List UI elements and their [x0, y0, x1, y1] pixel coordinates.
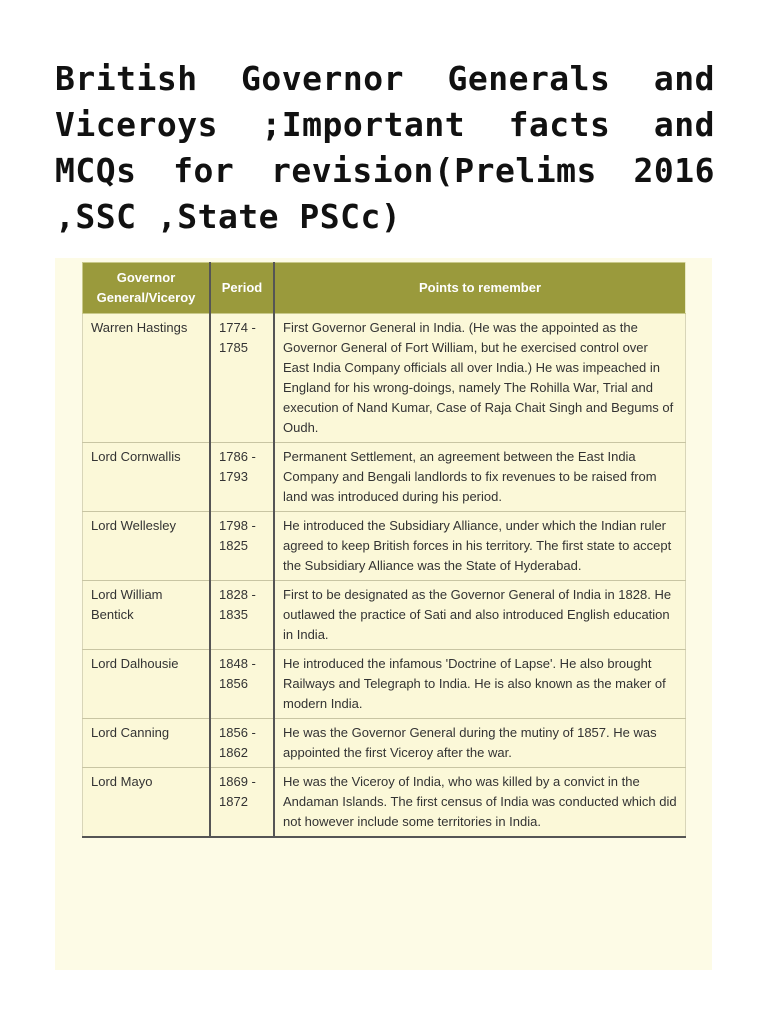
row-period: 1828 - 1835	[210, 581, 274, 650]
header-points: Points to remember	[274, 263, 686, 314]
row-points: He introduced the infamous 'Doctrine of Lapse'. He also brought Railways and Telegraph to India. He is also known as the maker of modern India.	[274, 650, 686, 719]
row-period: 1798 - 1825	[210, 512, 274, 581]
row-name: Lord Cornwallis	[83, 443, 211, 512]
row-name: Lord Canning	[83, 719, 211, 768]
row-name: Lord William Bentick	[83, 581, 211, 650]
row-name: Lord Wellesley	[83, 512, 211, 581]
table-row	[83, 650, 686, 719]
table-row	[83, 719, 686, 768]
row-name: Lord Dalhousie	[83, 650, 211, 719]
row-points: Permanent Settlement, an agreement between the East India Company and Bengali landlords to fix revenues to be raised from land was introduced during his period.	[274, 443, 686, 512]
governors-table	[82, 262, 686, 838]
table-row	[83, 443, 686, 512]
row-points: First to be designated as the Governor General of India in 1828. He outlawed the practice of Sati and also introduced English education in India.	[274, 581, 686, 650]
row-points: He was the Viceroy of India, who was killed by a convict in the Andaman Islands. The first census of India was conducted which did not however include some territories in India.	[274, 768, 686, 838]
row-period: 1856 - 1862	[210, 719, 274, 768]
table-row	[83, 581, 686, 650]
row-period: 1786 - 1793	[210, 443, 274, 512]
table-row	[83, 314, 686, 443]
row-points: He introduced the Subsidiary Alliance, under which the Indian ruler agreed to keep British forces in his territory. The first state to accept the Subsidiary Alliance was the State of Hyderabad.	[274, 512, 686, 581]
header-period: Period	[210, 263, 274, 314]
row-points: First Governor General in India. (He was the appointed as the Governor General of Fort William, but he exercised control over East India Company officials all over India.) He was impeached in England for his wrong-doings, namely The Rohilla War, Trial and execution of Nand Kumar, Case of Raja Chait Singh and Begums of Oudh.	[274, 314, 686, 443]
table-panel	[55, 258, 712, 970]
row-points: He was the Governor General during the mutiny of 1857. He was appointed the first Viceroy after the war.	[274, 719, 686, 768]
row-name: Warren Hastings	[83, 314, 211, 443]
table-header-row	[83, 263, 686, 314]
row-period: 1869 - 1872	[210, 768, 274, 838]
table-row	[83, 768, 686, 838]
row-name: Lord Mayo	[83, 768, 211, 838]
row-period: 1774 - 1785	[210, 314, 274, 443]
row-period: 1848 - 1856	[210, 650, 274, 719]
table-row	[83, 512, 686, 581]
page-title: British Governor Generals and Viceroys ;Important facts and MCQs for revision(Prelims 2016 ,SSC ,State PSCc)	[55, 59, 715, 236]
header-governor: Governor General/Viceroy	[83, 263, 211, 314]
